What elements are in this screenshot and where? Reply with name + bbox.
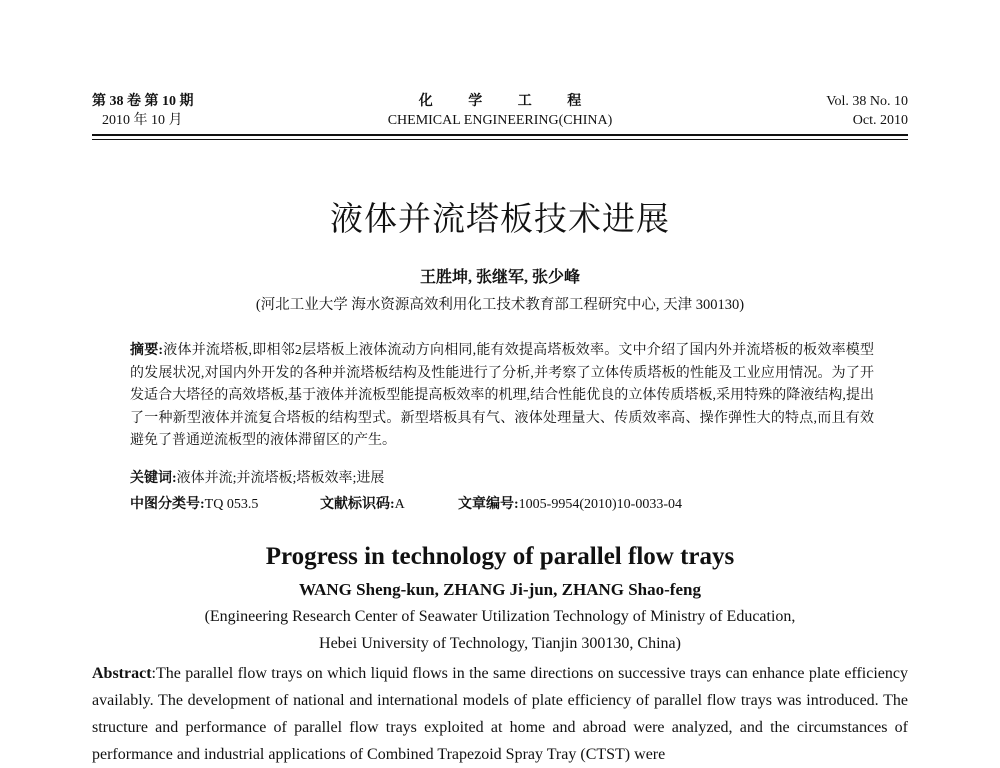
- authors-en: WANG Sheng-kun, ZHANG Ji-jun, ZHANG Shao-feng: [299, 580, 701, 599]
- title-en: Progress in technology of parallel flow trays: [265, 543, 735, 570]
- article-no-item: [458, 493, 682, 513]
- abstract-en-label: Abstract: [92, 665, 152, 682]
- header-rule-thick: [92, 134, 908, 136]
- journal-name-en: CHEMICAL ENGINEERING(CHINA): [387, 113, 613, 128]
- date-en: Oct. 2010: [852, 113, 908, 128]
- clc-value: TQ 053.5: [204, 497, 259, 512]
- abstract-cn-label: 摘要:: [130, 343, 164, 358]
- header-rule-thin: [92, 139, 908, 140]
- doc-code-item: [320, 493, 405, 513]
- clc-label: 中图分类号:: [130, 497, 205, 512]
- affiliation-en-line1: (Engineering Research Center of Seawater Utilization Technology of Ministry of Education,: [204, 608, 796, 625]
- doc-code-value: A: [394, 497, 405, 512]
- journal-name-cn: 化 学 工 程: [418, 94, 598, 109]
- abstract-cn: [130, 340, 874, 453]
- authors-cn: 王胜坤, 张继军, 张少峰: [419, 269, 580, 286]
- abstract-en-text: :The parallel flow trays on which liquid flows in the same directions on successive trays can enhance plate efficiency availably. The development of national and international models of plate efficiency of parallel flow trays was introduced. The structure and performance of parallel flow trays exploited at home and abroad were analyzed, and the circumstances of performance and industrial applications of Combined Trapezoid Spray Tray (CTST) were: [92, 665, 908, 763]
- article-no-label: 文章编号:: [458, 497, 519, 512]
- journal-header: [92, 92, 908, 132]
- volume-cn: 第 38 卷 第 10 期: [92, 94, 194, 109]
- abstract-cn-text: 液体并流塔板,即相邻2层塔板上液体流动方向相同,能有效提高塔板效率。文中介绍了国内外并流塔板的板效率模型的发展状况,对国内外开发的各种并流塔板结构及性能进行了分析,并考察了立体传质塔板的性能及工业应用情况。为了开发适合大塔径的高效塔板,基于液体并流板型能提高板效率的机理,结合性能优良的立体传质塔板,采用特殊的降液结构,提出了一种新型液体并流复合塔板的结构型式。新型塔板具有气、液体处理量大、传质效率高、操作弹性大的特点,而且有效避免了普通逆流板型的液体滞留区的产生。: [130, 343, 874, 448]
- keywords-cn-label: 关键词:: [130, 471, 177, 486]
- affiliation-en-line2: Hebei University of Technology, Tianjin 300130, China): [319, 635, 681, 652]
- title-cn: 液体并流塔板技术进展: [330, 202, 670, 238]
- keywords-cn: [130, 467, 384, 487]
- volume-en: Vol. 38 No. 10: [826, 94, 908, 109]
- doc-code-label: 文献标识码:: [320, 497, 395, 512]
- header-right: [826, 92, 908, 130]
- abstract-en: [92, 660, 908, 768]
- affiliation-cn: (河北工业大学 海水资源高效利用化工技术教育部工程研究中心, 天津 300130): [255, 297, 745, 313]
- clc-item: [130, 493, 258, 513]
- keywords-cn-text: 液体并流;并流塔板;塔板效率;进展: [176, 471, 385, 486]
- article-no-value: 1005-9954(2010)10-0033-04: [518, 497, 682, 512]
- header-center: [92, 92, 908, 130]
- date-cn: 2010 年 10 月: [102, 113, 183, 128]
